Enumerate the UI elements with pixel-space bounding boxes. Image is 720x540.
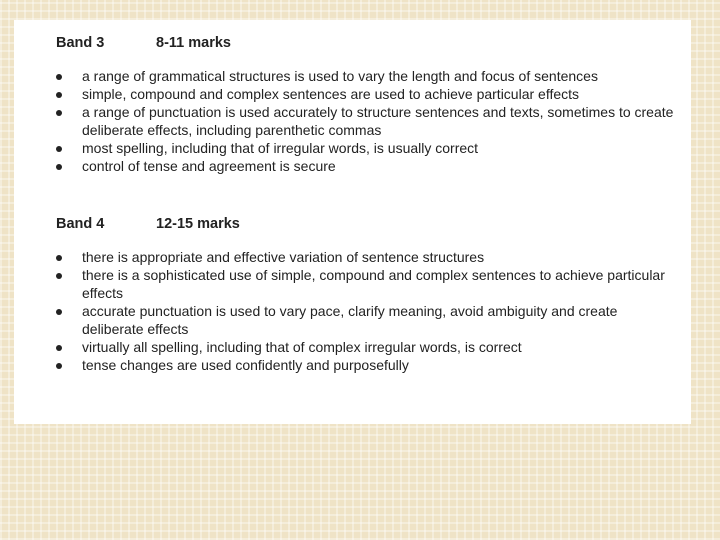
criterion-text: there is a sophisticated use of simple, compound and complex sentences to achieve particular effects — [82, 267, 665, 301]
bullet-icon — [56, 273, 62, 279]
criterion-text: most spelling, including that of irregular words, is usually correct — [82, 140, 479, 156]
band-header — [56, 35, 676, 57]
band-marks: 8-11 marks — [156, 35, 231, 51]
bullet-icon — [56, 164, 62, 170]
criterion-item — [56, 157, 676, 175]
criteria-list — [56, 67, 676, 175]
bullet-icon — [56, 345, 62, 351]
criterion-text: virtually all spelling, including that of complex irregular words, is correct — [82, 339, 522, 355]
bullet-icon — [56, 110, 62, 116]
criterion-text: a range of punctuation is used accurately to structure sentences and texts, sometimes to create deliberate effects, including parenthetic commas — [82, 104, 674, 138]
criterion-item — [56, 67, 676, 85]
bullet-icon — [56, 92, 62, 98]
criterion-text: accurate punctuation is used to vary pace, clarify meaning, avoid ambiguity and create deliberate effects — [82, 303, 618, 337]
criterion-item — [56, 248, 676, 266]
criterion-item — [56, 266, 676, 302]
bullet-icon — [56, 363, 62, 369]
band-4-section — [56, 216, 676, 374]
criterion-text: control of tense and agreement is secure — [82, 158, 336, 174]
criterion-item — [56, 302, 676, 338]
criterion-item — [56, 338, 676, 356]
band-3-section — [56, 35, 676, 175]
criterion-text: a range of grammatical structures is used to vary the length and focus of sentences — [82, 68, 598, 84]
criterion-item — [56, 139, 676, 157]
bullet-icon — [56, 74, 62, 80]
bullet-icon — [56, 255, 62, 261]
bullet-icon — [56, 309, 62, 315]
bullet-icon — [56, 146, 62, 152]
band-header — [56, 216, 676, 238]
criterion-text: simple, compound and complex sentences are used to achieve particular effects — [82, 86, 580, 102]
criterion-item — [56, 103, 676, 139]
criterion-item — [56, 85, 676, 103]
criteria-list — [56, 248, 676, 374]
criterion-text: there is appropriate and effective variation of sentence structures — [82, 249, 485, 265]
band-marks: 12-15 marks — [156, 216, 240, 232]
band-title: Band 4 — [56, 216, 105, 232]
criterion-item — [56, 356, 676, 374]
criterion-text: tense changes are used confidently and purposefully — [82, 357, 409, 373]
document-panel — [14, 20, 691, 424]
band-title: Band 3 — [56, 35, 105, 51]
